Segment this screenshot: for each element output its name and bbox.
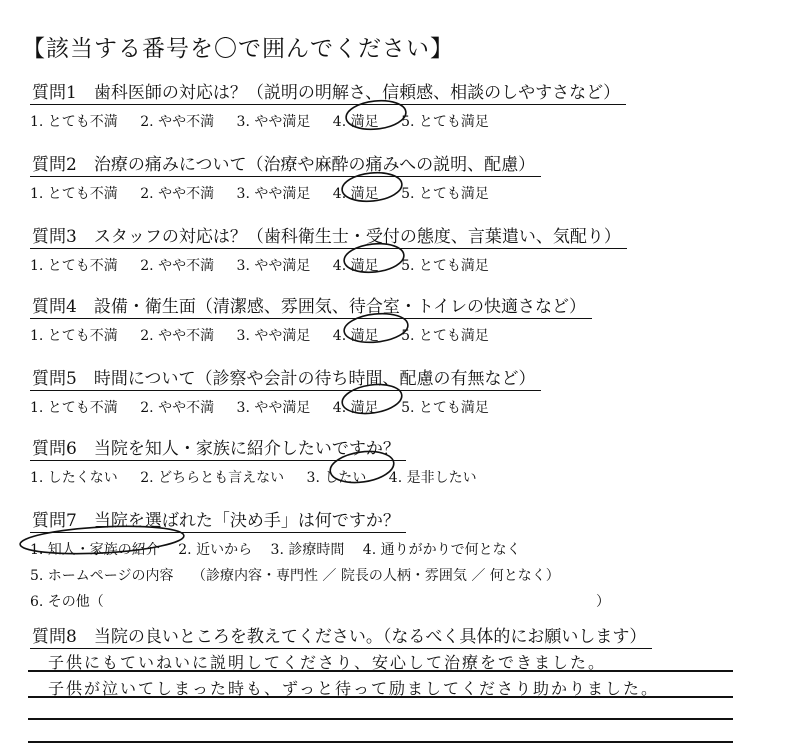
option-list	[30, 183, 730, 203]
option-5[interactable]: 5. とても満足	[401, 400, 489, 416]
option-3[interactable]: 3. やや満足	[236, 114, 311, 130]
option-2[interactable]: 2. やや不満	[140, 186, 215, 202]
option-line-2	[30, 565, 730, 585]
question-title: 質問4 設備・衛生面（清潔感、雰囲気、待合室・トイレの快適さなど）	[30, 292, 592, 319]
option-line-1	[30, 539, 730, 559]
option-4-selected[interactable]: 4. 満足	[332, 114, 379, 130]
option-1[interactable]: 1. とても不満	[30, 328, 118, 344]
option-5[interactable]: 5. ホームページの内容	[30, 568, 174, 584]
option-4-selected[interactable]: 4. 満足	[332, 258, 379, 274]
option-1[interactable]: 1. とても不満	[30, 258, 118, 274]
option-4-selected[interactable]: 4. 満足	[332, 186, 379, 202]
answer-rule-3	[28, 718, 733, 720]
question-title: 質問2 治療の痛みについて（治療や麻酔の痛みへの説明、配慮）	[30, 150, 541, 177]
option-3[interactable]: 3. やや満足	[236, 186, 311, 202]
option-list	[30, 325, 730, 345]
question-3	[30, 222, 730, 275]
handwritten-answer-line-1[interactable]: 子供にもていねいに説明してくださり、安心して治療をできました。	[48, 653, 607, 672]
option-2[interactable]: 2. やや不満	[140, 258, 215, 274]
question-title: 質問3 スタッフの対応は？（歯科衛生士・受付の態度、言葉遣い、気配り）	[30, 222, 627, 249]
option-5-detail: （診療内容・専門性 ／ 院長の人柄・雰囲気 ／ 何となく）	[191, 568, 560, 584]
option-list	[30, 111, 730, 131]
question-1	[30, 78, 730, 131]
option-5[interactable]: 5. とても満足	[401, 328, 489, 344]
question-title: 質問8 当院の良いところを教えてください。（なるべく具体的にお願いします）	[30, 622, 652, 649]
option-3-selected[interactable]: 3. したい	[306, 470, 367, 486]
option-6[interactable]: 6. その他（	[30, 594, 104, 610]
question-title: 質問5 時間について（診察や会計の待ち時間、配慮の有無など）	[30, 364, 541, 391]
option-4[interactable]: 4. 是非したい	[388, 470, 477, 486]
option-line-3	[30, 591, 730, 611]
question-6	[30, 434, 730, 487]
option-1-selected[interactable]: 1. 知人・家族の紹介	[30, 542, 160, 558]
page-title: 【該当する番号を〇で囲んでください】	[22, 36, 454, 62]
option-4-selected[interactable]: 4. 満足	[332, 400, 379, 416]
option-5[interactable]: 5. とても満足	[401, 114, 489, 130]
question-8	[30, 622, 730, 649]
answer-rule-4	[28, 741, 733, 743]
option-2[interactable]: 2. やや不満	[140, 114, 215, 130]
option-3[interactable]: 3. 診療時間	[270, 542, 345, 558]
question-title: 質問7 当院を選ばれた「決め手」は何ですか？	[30, 506, 406, 533]
option-list	[30, 467, 730, 487]
option-2[interactable]: 2. どちらとも言えない	[140, 470, 285, 486]
option-4[interactable]: 4. 通りがかりで何となく	[362, 542, 521, 558]
option-4-selected[interactable]: 4. 満足	[332, 328, 379, 344]
question-7	[30, 506, 730, 611]
option-1[interactable]: 1. したくない	[30, 470, 118, 486]
other-close-paren: ）	[596, 594, 610, 610]
option-2[interactable]: 2. 近いから	[178, 542, 253, 558]
option-2[interactable]: 2. やや不満	[140, 328, 215, 344]
option-list	[30, 255, 730, 275]
option-list	[30, 397, 730, 417]
option-1[interactable]: 1. とても不満	[30, 114, 118, 130]
option-3[interactable]: 3. やや満足	[236, 258, 311, 274]
option-3[interactable]: 3. やや満足	[236, 400, 311, 416]
question-title: 質問6 当院を知人・家族に紹介したいですか？	[30, 434, 406, 461]
option-5[interactable]: 5. とても満足	[401, 258, 489, 274]
question-title: 質問1 歯科医師の対応は？（説明の明解さ、信頼感、相談のしやすさなど）	[30, 78, 626, 105]
question-4	[30, 292, 730, 345]
option-1[interactable]: 1. とても不満	[30, 186, 118, 202]
option-1[interactable]: 1. とても不満	[30, 400, 118, 416]
question-2	[30, 150, 730, 203]
handwritten-answer-line-2[interactable]: 子供が泣いてしまった時も、ずっと待って励ましてくださり助かりました。	[48, 679, 660, 698]
option-2[interactable]: 2. やや不満	[140, 400, 215, 416]
option-5[interactable]: 5. とても満足	[401, 186, 489, 202]
question-5	[30, 364, 730, 417]
option-3[interactable]: 3. やや満足	[236, 328, 311, 344]
